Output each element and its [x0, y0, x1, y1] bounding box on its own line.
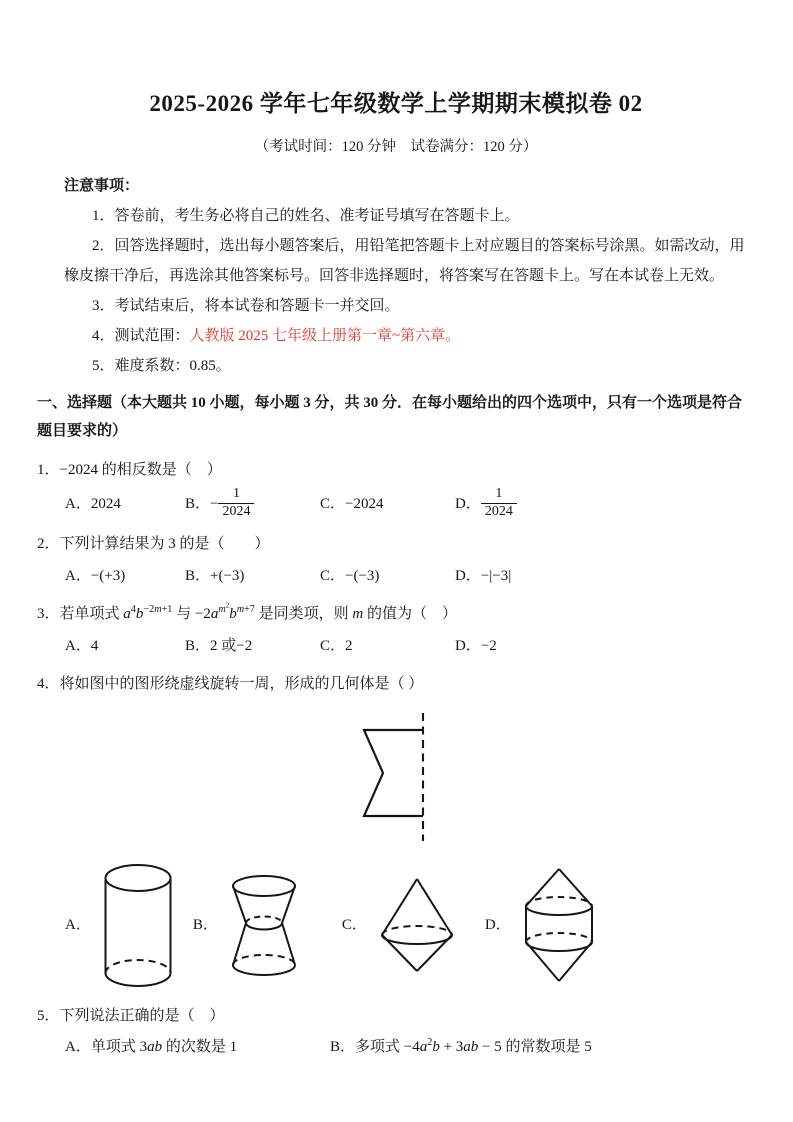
- notice-item-2: 2．回答选择题时，选出每小题答案后，用铅笔把答题卡上对应题目的答案标号涂黑。如需改动，用橡皮擦干净后，再选涂其他答案标号。回答非选择题时，将答案写在答题卡上。写在本试卷上无效。: [64, 237, 745, 284]
- question-4: [37, 671, 755, 992]
- fraction-denominator: 2024: [222, 503, 251, 519]
- q1-option-b-fraction: [218, 486, 254, 521]
- question-4-figure: [37, 702, 755, 852]
- q2-option-d: D．−|−3|: [455, 568, 512, 585]
- question-5: [37, 1003, 755, 1061]
- q1-option-c: C．−2024: [320, 496, 384, 513]
- q1-option-b-sign: −: [210, 495, 219, 512]
- question-3-stem: 3．若单项式 $a^4b^{-2m+1}$ 与 $-2a^{m^2}b^{m+7}$ 是同类项，则 m 的值为（ ）: [37, 602, 458, 623]
- notice-item-5: 5．难度系数：0.85。: [92, 357, 231, 374]
- q5-option-a: A．单项式 3ab 的次数是 1: [65, 1039, 238, 1056]
- question-2-stem: 2．下列计算结果为 3 的是（ ）: [37, 536, 270, 553]
- cylinder-figure: [103, 862, 173, 988]
- question-1-stem: 1．−2024 的相反数是（ ）: [37, 461, 222, 478]
- q2-option-c: C．−(−3): [320, 568, 380, 585]
- notice-item-3: 3．考试结束后，将本试卷和答题卡一并交回。: [92, 297, 400, 314]
- question-2: [37, 531, 755, 590]
- q2-option-a: A．−(+3): [65, 568, 126, 585]
- q3-option-c: C．2: [320, 638, 353, 655]
- question-3: [37, 601, 755, 660]
- q4-option-b-label: B．: [192, 916, 218, 933]
- q1-option-b: [185, 485, 320, 521]
- exam-info-line: （考试时间：120 分钟 试卷满分：120 分）: [254, 138, 538, 155]
- scope-prefix: 4．测试范围：: [92, 327, 190, 344]
- q1-option-d-label: D．: [455, 495, 481, 512]
- scope-highlight: 人教版 2025 七年级上册第一章~第六章。: [189, 327, 461, 344]
- q1-option-d-fraction: [481, 486, 517, 521]
- fraction-numerator: 1: [218, 486, 254, 504]
- double-frustum-figure: [230, 873, 298, 977]
- q1-option-d: [455, 485, 517, 521]
- notice-item-1: 1．答卷前，考生务必将自己的姓名、准考证号填写在答题卡上。: [92, 207, 520, 224]
- notice-heading: 注意事项：: [64, 177, 140, 194]
- q4-option-a-label: A．: [65, 916, 91, 933]
- q3-option-b: B．2 或−2: [185, 638, 253, 655]
- question-1-options: [37, 485, 755, 521]
- question-4-stem: 4．将如图中的图形绕虚线旋转一周，形成的几何体是（ ）: [37, 676, 424, 693]
- notice-item-4: [64, 321, 755, 351]
- q2-option-b: B．+(−3): [185, 568, 245, 585]
- q4-option-a: [65, 862, 173, 988]
- question-5-stem: 5．下列说法正确的是（ ）: [37, 1008, 225, 1025]
- page-title: 2025-2026 学年七年级数学上学期期末模拟卷 02: [149, 91, 643, 116]
- q1-option-b-label: B．: [185, 495, 211, 512]
- flag-profile-outline: [364, 730, 423, 816]
- question-4-shape-options: [37, 858, 755, 992]
- question-2-options: [37, 563, 755, 590]
- q3-option-d: D．−2: [455, 638, 497, 655]
- q5-option-b: B．多项式 $-4a^2b + 3ab - 5$ 的常数项是 5: [330, 1037, 592, 1056]
- question-1: [37, 457, 755, 521]
- fraction-denominator: 2024: [484, 503, 513, 519]
- q4-option-d-label: D．: [484, 916, 511, 933]
- question-3-options: [37, 633, 755, 660]
- bicone-figure: [379, 876, 455, 974]
- fraction-numerator: 1: [481, 486, 517, 504]
- q3-option-a: A．4: [65, 638, 99, 655]
- q4-option-b: [193, 873, 298, 977]
- q1-option-a: A．2024: [65, 496, 121, 513]
- cylinder-with-cones-figure: [523, 866, 595, 984]
- question-5-options: [37, 1034, 755, 1061]
- q4-option-d: [485, 866, 595, 984]
- q4-option-c: [342, 876, 455, 974]
- section-1-heading: 一、选择题（本大题共 10 小题，每小题 3 分，共 30 分．在每小题给出的四个选项中，只有一个选项是符合题目要求的）: [37, 394, 743, 440]
- notice-section: [64, 171, 755, 381]
- rotation-profile-figure: [330, 702, 480, 852]
- q4-option-c-label: C．: [341, 916, 367, 933]
